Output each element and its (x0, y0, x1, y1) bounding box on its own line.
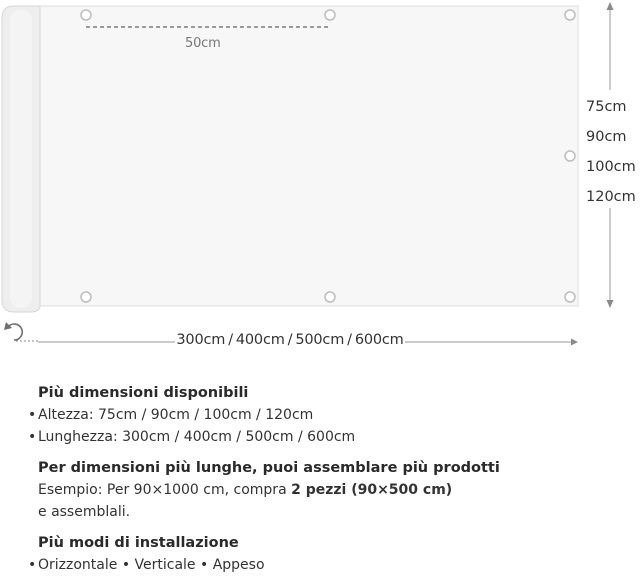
height-options-label (586, 92, 640, 212)
roll-highlight (10, 10, 32, 308)
grommet-icon (81, 292, 91, 302)
height-option: 90cm (586, 129, 627, 145)
length-options-line (28, 426, 628, 448)
grommet-icon (325, 292, 335, 302)
height-option: 75cm (586, 99, 627, 115)
example-text: Esempio: Per 90×1000 cm, compra (38, 482, 292, 498)
installation-heading: Più modi di installazione (38, 535, 239, 551)
width-option: 300cm (176, 332, 226, 348)
bullet: • (28, 429, 37, 445)
product-info (28, 382, 628, 576)
panel-sheet (40, 6, 578, 306)
grommet-icon (565, 292, 575, 302)
width-option: 400cm (235, 332, 285, 348)
height-option: 120cm (586, 189, 636, 205)
width-separator: / (228, 332, 233, 348)
grommet-icon (325, 10, 335, 20)
height-arrowhead-down-icon (607, 300, 614, 308)
width-separator: / (287, 332, 293, 348)
width-option: 500cm (295, 332, 345, 348)
example-line-continued: e assemblali. (38, 504, 131, 520)
height-option: 100cm (586, 159, 636, 175)
installation-text: Orizzontale • Verticale • Appeso (38, 557, 265, 573)
dimensions-heading: Più dimensioni disponibili (38, 385, 249, 401)
width-option: 600cm (354, 332, 404, 348)
height-arrowhead-up-icon (607, 2, 614, 10)
example-line (38, 479, 628, 501)
width-separator: / (347, 332, 352, 348)
grommet-icon (565, 151, 575, 161)
unroll-arrowhead-icon (4, 322, 12, 330)
grommet-icon (565, 10, 575, 20)
installation-line (28, 554, 628, 576)
bullet: • (28, 407, 37, 423)
height-options-line (28, 404, 628, 426)
example-bold-text: 2 pezzi (90×500 cm) (291, 482, 453, 498)
width-options-label (0, 332, 580, 348)
height-options-text: Altezza: 75cm / 90cm / 100cm / 120cm (38, 407, 314, 423)
bullet: • (28, 557, 37, 573)
assembly-heading: Per dimensioni più lunghe, puoi assemblare più prodotti (38, 460, 500, 476)
spacing-label: 50cm (185, 36, 221, 51)
length-options-text: Lunghezza: 300cm / 400cm / 500cm / 600cm (38, 429, 356, 445)
grommet-icon (81, 10, 91, 20)
